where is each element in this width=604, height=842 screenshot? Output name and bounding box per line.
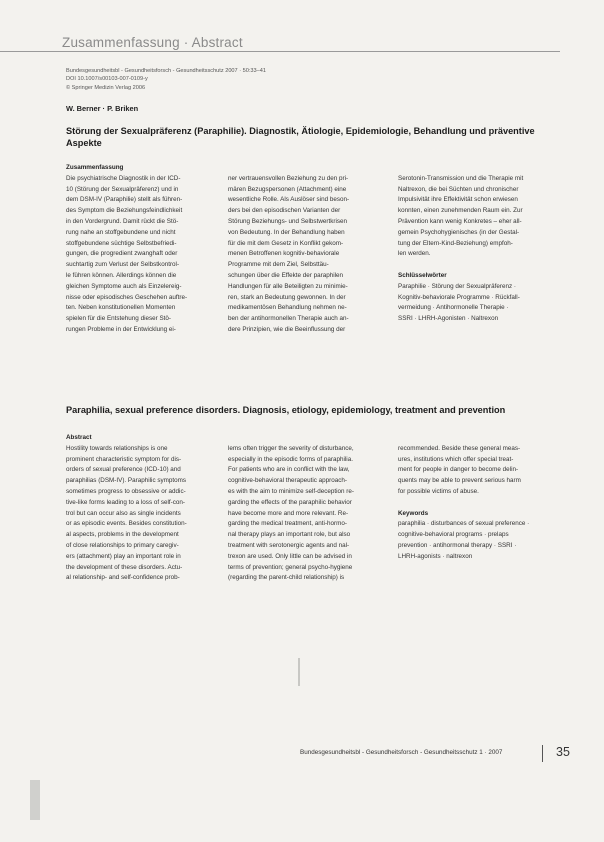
scan-artifact [298,658,300,686]
footer-journal: Bundesgesundheitsbl - Gesundheitsforsch - Gesundheitsschutz 1 · 2007 [300,749,503,756]
page-number: 35 [556,745,570,759]
keyword-line: cognitive-behavioral programs · prelaps [398,531,509,539]
en-col2-lines [228,444,354,584]
text-line: Handlungen für alle Beteiligten zu minimie- [228,282,348,290]
keyword-line: paraphilia · disturbances of sexual preference · [398,520,530,528]
text-line: Die psychiatrische Diagnostik in der ICD- [66,174,181,182]
text-line: wesentliche Rolle. Als Auslöser sind beson- [228,196,350,204]
text-line: ment for people in danger to become delin- [398,466,519,474]
text-line: For patients who are in conflict with the law, [228,466,350,474]
section-title: Zusammenfassung · Abstract [62,35,243,50]
de-column-2 [228,163,349,336]
text-line: especially in the episodic forms of paraphilia. [228,455,353,463]
de-column-1 [66,163,187,336]
text-line: Störung Beziehungs- und Selbstwertkrisen [228,217,348,225]
text-line: or as episodic events. Besides constitution- [66,520,187,528]
text-line: mären Bezugspersonen (Attachment) eine [228,185,347,193]
text-line: Impulsivität ihre Effektivität schon erwiesen [398,196,518,204]
scan-artifact-edge [30,780,40,820]
text-line: für die mit dem Gesetz in Konflikt gekom- [228,239,344,247]
en-col1-lines [66,444,187,584]
text-line: al relationship- and self-confidence prob- [66,574,180,582]
meta-doi-line: DOI 10.1007/s00103-007-0109-y [66,76,148,83]
text-line: dere Prinzipien, wie die Beeinflussung der [228,325,346,333]
text-line: nal therapy plays an important role, but also [228,531,351,539]
text-line: nisse oder episodisches Geschehen auftre- [66,293,188,301]
text-line: treatment with serotonergic agents and nal- [228,541,350,549]
text-line: stoffgebundene süchtige Selbstbefriedi- [66,239,177,247]
text-line: ben der antihormonellen Therapie auch an- [228,315,349,323]
authors: W. Berner · P. Briken [66,104,139,113]
text-line: Programme mit dem Ziel, Selbsttäu- [228,261,329,269]
meta-journal-line: Bundesgesundheitsbl - Gesundheitsforsch - Gesundheitsschutz 2007 · 50:33–41 [66,68,266,74]
de-keywords [398,282,523,325]
text-line: Naltrexon, die bei Süchten und chronischer [398,185,519,193]
text-line: of close relationships to primary caregiv- [66,541,179,549]
keyword-line: Paraphilie · Störung der Sexualpräferenz · [398,282,516,290]
text-line: ures, institutions which offer special treat- [398,455,514,463]
title-german: Störung der Sexualpräferenz (Paraphilie). Diagnostik, Ätiologie, Epidemiologie, Behandlung und präventive Aspekte [66,126,535,148]
keyword-line: SSRI · LHRH-Agonisten · Naltrexon [398,315,499,323]
text-line: spielen für die Entstehung dieser Stö- [66,315,172,323]
en-column-3 [398,433,529,563]
text-line: garding the effects of the paraphilic behavior [228,498,352,506]
text-line: prominent characteristic symptom for dis- [66,455,182,463]
text-line: tung der Eltern-Kind-Beziehung) empfoh- [398,239,513,247]
de-col3-lines [398,174,523,260]
text-line: medikamentösen Behandlung nehmen ne- [228,304,347,312]
text-line: gleichen Symptome auch als Einzelereig- [66,282,182,290]
text-line: Prävention kann wenig Konkretes – eher all- [398,217,522,225]
en-keywords [398,519,529,562]
text-line: es with the aim to minimize self-deception re- [228,487,354,495]
text-line: garding the medical treatment, anti-hormo- [228,520,347,528]
text-line: Hostility towards relationships is one [66,444,168,452]
keyword-line: vermeidung · Antihormonelle Therapie · [398,304,509,312]
title-english: Paraphilia, sexual preference disorders. Diagnosis, etiology, epidemiology, treatment and prevention [66,405,506,415]
text-line: sometimes progress to obsessive or addic- [66,487,186,495]
text-line: quents may be able to prevent serious harm [398,477,521,485]
text-line: the development of these disorders. Actu- [66,563,183,571]
en-keywords-heading: Keywords [398,509,429,517]
text-line: trexon are used. Only little can be advised in [228,552,352,560]
text-line: ten. Neben konstitutionellen Momenten [66,304,176,312]
text-line: ner vertrauensvollen Beziehung zu den pri- [228,174,349,182]
text-line: menen Betroffenen kognitiv-behaviorale [228,250,340,258]
text-line: ders bei den episodischen Varianten der [228,207,341,215]
keyword-line: LHRH-agonists · naltrexon [398,552,473,560]
section-divider [0,51,560,52]
article-meta [66,67,266,92]
text-line: ren, stark an Bedeutung gewonnen. In der [228,293,346,301]
de-col2-lines [228,174,349,336]
de-heading: Zusammenfassung [66,164,124,171]
text-line: suchtartig zum Verlust der Selbstkontrol- [66,261,180,269]
text-line: orders of sexual preference (ICD-10) and [66,466,181,474]
text-line: in den Vordergrund. Damit rückt die Stö- [66,217,179,225]
text-line: rung nahe an stoffgebundene und nicht [66,228,176,236]
meta-copyright-line: © Springer Medizin Verlag 2006 [66,84,146,91]
text-line: rungen Probleme in der Entwicklung ei- [66,325,176,333]
text-line: tive-like forms leading to a loss of self-con- [66,498,185,506]
de-keywords-heading: Schlüsselwörter [398,271,447,279]
text-line: Serotonin-Transmission und die Therapie mit [398,174,524,182]
text-line: von Bedeutung. In der Behandlung haben [228,228,345,236]
de-col1-lines [66,174,187,336]
text-line: des Symptom die Beziehungsfeindlichkeit [66,207,183,215]
text-line: schungen über die Effekte der paraphilen [228,271,344,279]
text-line: le führen können. Allerdings können die [66,271,177,279]
text-line: konnten, einen zunehmenden Raum ein. Zur [398,207,523,215]
keyword-line: prevention · antihormonal therapy · SSRI · [398,541,517,549]
en-column-2 [228,433,354,584]
text-line: terms of prevention; general psycho-hygiene [228,563,353,571]
text-line: paraphilias (DSM-IV). Paraphilic symptoms [66,477,187,485]
text-line: have become more and more relevant. Re- [228,509,349,517]
en-column-1 [66,433,187,584]
de-column-3 [398,163,523,325]
en-col3-lines [398,444,529,498]
text-line: (regarding the parent-child relationship) is [228,574,345,582]
text-line: trol but can occur also as single incidents [66,509,181,517]
text-line: gungen, die progredient zwanghaft oder [66,250,178,258]
text-line: for possible victims of abuse. [398,487,479,495]
text-line: gemein Psychohygienisches (in der Gestal- [398,228,520,236]
text-line: cognitive-behavioral therapeutic approach- [228,477,348,485]
text-line: 10 (Störung der Sexualpräferenz) und in [66,185,179,193]
text-line: dem DSM-IV (Paraphilie) stellt als führen- [66,196,183,204]
text-line: ers (attachment) play an important role in [66,552,181,560]
footer-separator [542,745,543,762]
keyword-line: Kognitiv-behaviorale Programme · Rückfall- [398,293,520,301]
text-line: len werden. [398,250,431,258]
en-heading: Abstract [66,434,92,441]
text-line: lems often trigger the severity of disturbance, [228,444,354,452]
text-line: al aspects, problems in the development [66,531,179,539]
text-line: recommended. Beside these general meas- [398,444,521,452]
